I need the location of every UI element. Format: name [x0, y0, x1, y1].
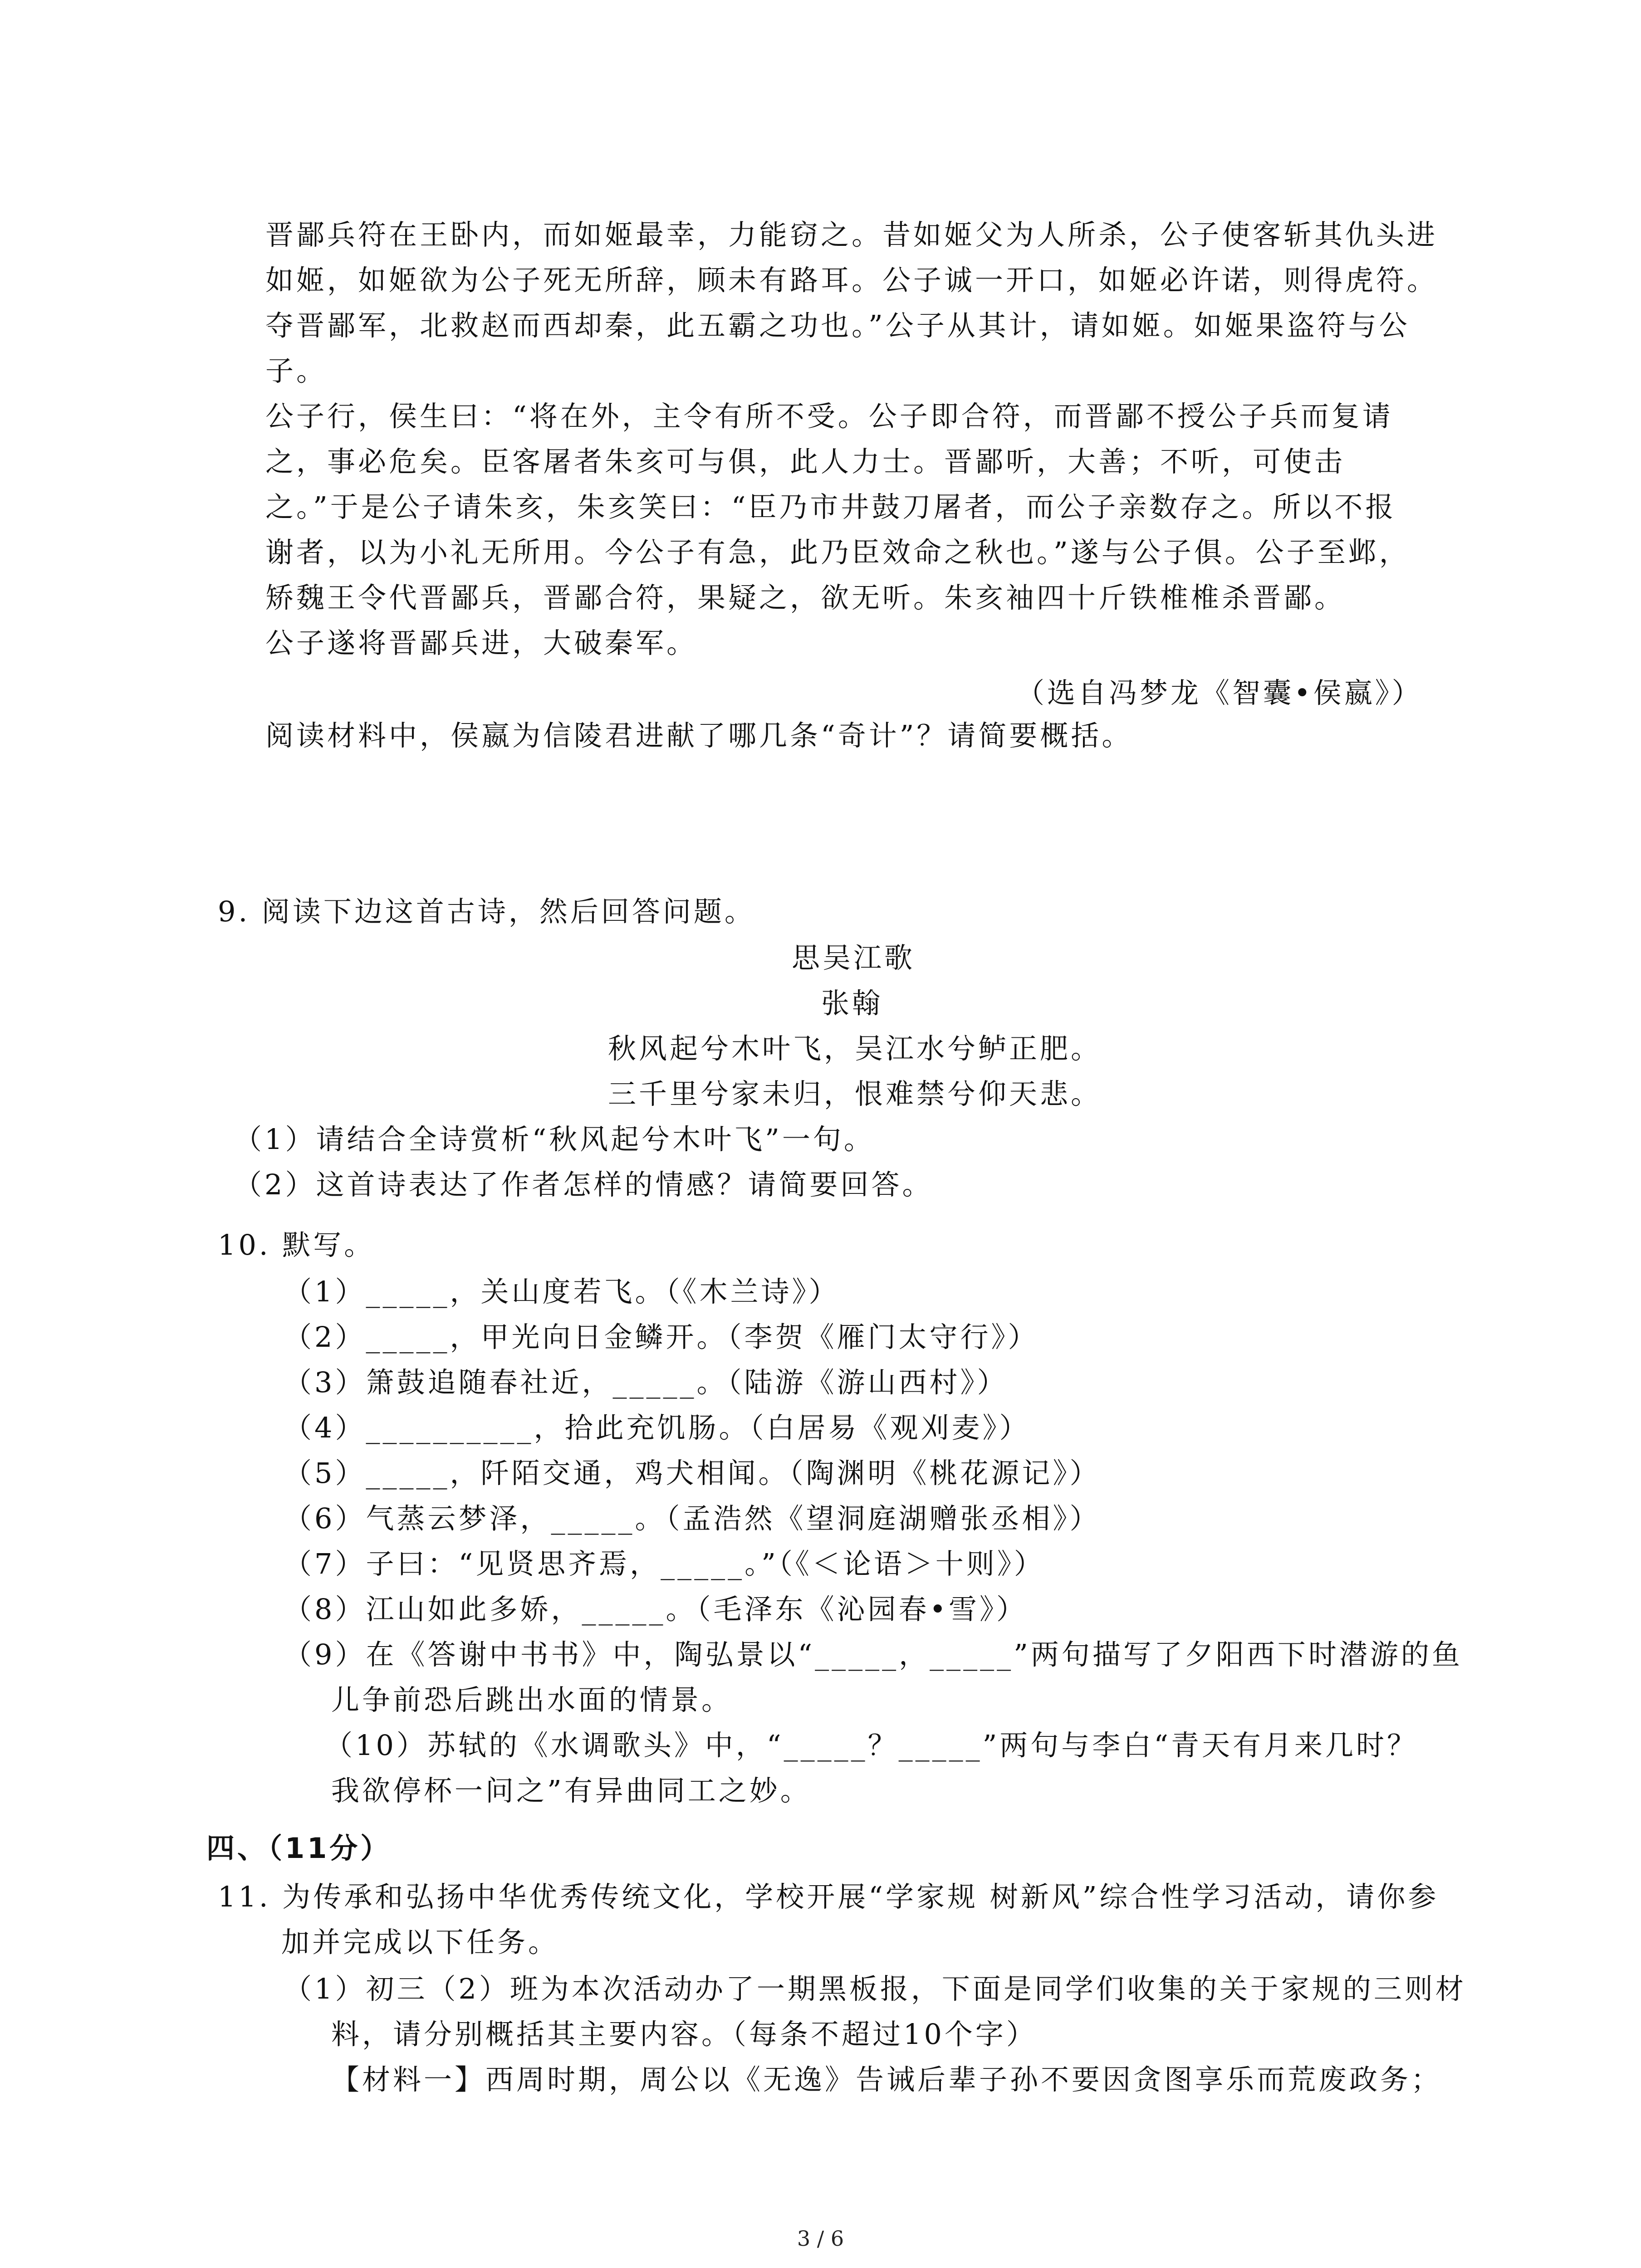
q9-prompt: 9. 阅读下边这首古诗，然后回答问题。 [218, 895, 755, 928]
q11-line: （1）初三（2）班为本次活动办了一期黑板报，下面是同学们收集的关于家规的三则材 [284, 1972, 1466, 2005]
passage-line: 之。”于是公子请朱亥，朱亥笑曰：“臣乃市井鼓刀屠者，而公子亲数存之。所以不报 [265, 490, 1396, 523]
passage-line: 如姬，如姬欲为公子死无所辞，顾未有路耳。公子诚一开口，如姬必许诺，则得虎符。 [265, 264, 1438, 297]
section-heading: 四、（11分） [206, 1832, 392, 1865]
passage-line: 夺晋鄙军，北救赵而西却秦，此五霸之功也。”公子从其计，请如姬。如姬果盗符与公 [265, 309, 1410, 342]
passage-line: 谢者，以为小礼无所用。今公子有急，此乃臣效命之秋也。”遂与公子俱。公子至邺， [265, 536, 1410, 569]
q10-item: 我欲停杯一问之”有异曲同工之妙。 [331, 1774, 811, 1807]
q10-item: （2）_____，甲光向日金鳞开。（李贺《雁门太守行》） [284, 1320, 1039, 1354]
q10-item: （4）__________，拾此充饥肠。（白居易《观刈麦》） [284, 1411, 1030, 1444]
poem-verse: 三千里兮家未归，恨难禁兮仰天悲。 [608, 1077, 1102, 1110]
q10-item: （1）_____，关山度若飞。（《木兰诗》） [284, 1275, 840, 1308]
q11-line: 料，请分别概括其主要内容。（每条不超过10个字） [331, 2018, 1037, 2051]
passage-line: 矫魏王令代晋鄙兵，晋鄙合符，果疑之，欲无听。朱亥袖四十斤铁椎椎杀晋鄙。 [265, 581, 1346, 614]
passage-line: 晋鄙兵符在王卧内，而如姬最幸，力能窃之。昔如姬父为人所杀，公子使客斩其仇头进 [265, 218, 1438, 251]
q11-line: 【材料一】西周时期，周公以《无逸》告诫后辈子孙不要因贪图享乐而荒废政务； [331, 2063, 1442, 2096]
passage-line: 公子行，侯生曰：“将在外，主令有所不受。公子即合符，而晋鄙不授公子兵而复请 [265, 400, 1393, 433]
q11-line: 11. 为传承和弘扬中华优秀传统文化，学校开展“学家规 树新风”综合性学习活动，请你参 [218, 1880, 1439, 1913]
poem-title: 思吴江歌 [792, 941, 916, 974]
q11-line: 加并完成以下任务。 [281, 1926, 559, 1959]
page-number: 3 / 6 [797, 2226, 844, 2251]
q9-subquestion: （1）请结合全诗赏析“秋风起兮木叶飞”一句。 [234, 1123, 875, 1156]
q10-item: （7）子曰：“见贤思齐焉，_____。”（《＜论语＞十则》） [284, 1547, 1045, 1580]
q10-item: 儿争前恐后跳出水面的情景。 [331, 1683, 733, 1716]
passage-line: 之，事必危矣。臣客屠者朱亥可与俱，此人力士。晋鄙听，大善；不听，可使击 [265, 445, 1346, 478]
passage-source: （选自冯梦龙《智囊•侯嬴》） [1016, 676, 1423, 709]
passage-line: 子。 [265, 354, 328, 387]
q10-item: （5）_____，阡陌交通，鸡犬相闻。（陶渊明《桃花源记》） [284, 1457, 1101, 1490]
poem-author: 张翰 [821, 987, 883, 1020]
q10-item: （8）江山如此多娇，_____。（毛泽东《沁园春•雪》） [284, 1593, 1028, 1626]
poem-verse: 秋风起兮木叶飞，吴江水兮鲈正肥。 [608, 1032, 1102, 1065]
q9-subquestion: （2）这首诗表达了作者怎样的情感？请简要回答。 [234, 1168, 933, 1201]
q10-item: （6）气蒸云梦泽，_____。（孟浩然《望洞庭湖赠张丞相》） [284, 1502, 1101, 1535]
passage-line: 公子遂将晋鄙兵进，大破秦军。 [265, 626, 698, 660]
passage-question: 阅读材料中，侯嬴为信陵君进献了哪几条“奇计”？请简要概括。 [265, 719, 1133, 752]
q10-item: （3）箫鼓追随春社近，_____。（陆游《游山西村》） [284, 1366, 1008, 1399]
q10-item: （9）在《答谢中书书》中，陶弘景以“_____，_____”两句描写了夕阳西下时潜游的鱼 [284, 1638, 1463, 1671]
q10-item: （10）苏轼的《水调歌头》中，“_____？_____”两句与李白“青天有月来几时？ [324, 1729, 1418, 1762]
q10-prompt: 10. 默写。 [218, 1228, 375, 1261]
